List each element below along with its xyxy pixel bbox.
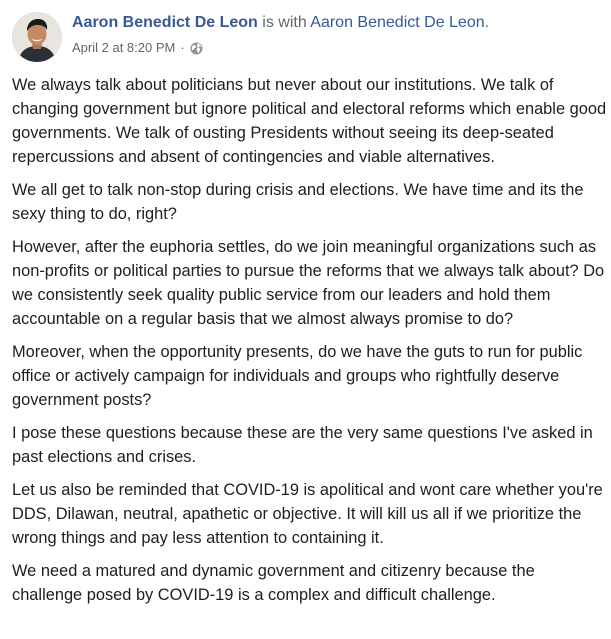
post-paragraph: We all get to talk non-stop during crisis and elections. We have time and its the sexy thing to do, right? (12, 181, 584, 223)
post-paragraph: We need a matured and dynamic government and citizenry because the challenge posed by COVID-19 is a complex and difficult challenge. (12, 562, 535, 604)
profile-photo (12, 12, 62, 62)
tagged-person-link[interactable]: Aaron Benedict De Leon (310, 14, 485, 31)
title-period: . (484, 14, 490, 31)
avatar[interactable] (12, 12, 62, 62)
post-paragraph: We always talk about politicians but never about our institutions. We talk of changing government but ignore political and electoral reforms which enable good governments. We talk of ousting Presidents without seeing its deep-seated repercussions and absent of contingencies and viable alternatives. (12, 76, 607, 166)
globe-icon[interactable] (190, 42, 203, 55)
post-paragraph: Let us also be reminded that COVID-19 is apolitical and wont care whether you're DDS, Dilawan, neutral, apathetic or objective. It will kill us all if we prioritize the wrong things and pay less attention to containing it. (12, 481, 603, 547)
post-paragraph: I pose these questions because these are the very same questions I've asked in past elections and crises. (12, 424, 593, 466)
post-meta (72, 39, 203, 57)
post-timestamp-link[interactable]: April 2 at 8:20 PM (72, 40, 176, 55)
post-paragraph: However, after the euphoria settles, do we join meaningful organizations such as non-profits or political parties to pursue the reforms that we always talk about? Do we consistently seek quality public service from our leaders and hold them accountable on a regular basis that we almost always promise to do? (12, 238, 605, 328)
with-text: is with (257, 14, 311, 31)
post-title-line (72, 13, 489, 33)
post-header (12, 10, 607, 64)
meta-separator: · (180, 40, 185, 55)
post-paragraph: Moreover, when the opportunity presents, do we have the guts to run for public office or actively campaign for individuals and groups who rightfully deserve government posts? (12, 343, 583, 409)
post-body (12, 73, 608, 616)
author-name-link[interactable]: Aaron Benedict De Leon (72, 14, 258, 31)
